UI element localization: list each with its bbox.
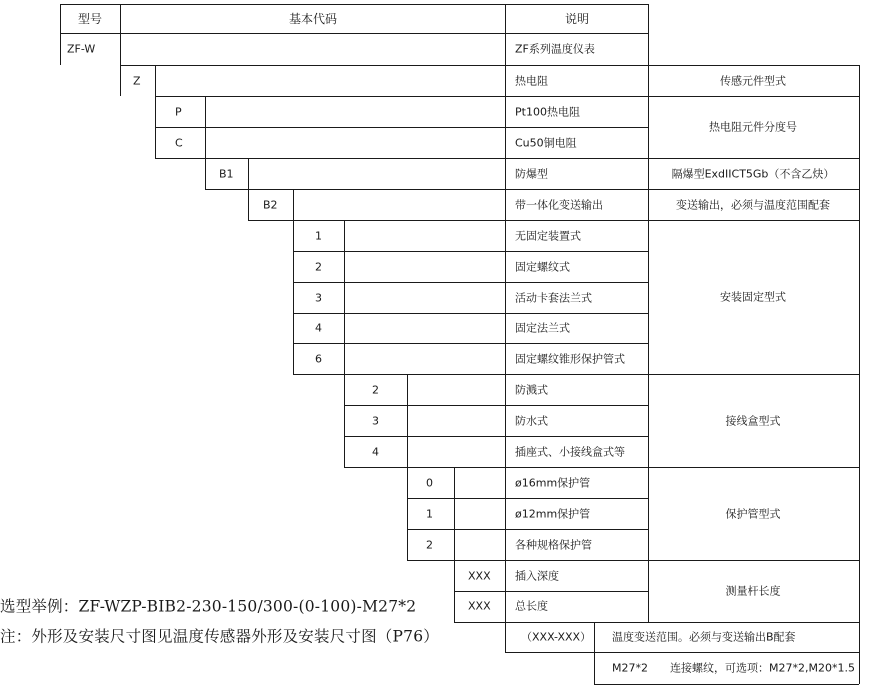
sensor-code: Z bbox=[133, 74, 141, 88]
range-desc: 温度变送范围。必须与变送输出B配套 bbox=[612, 630, 796, 644]
mounting-code: 6 bbox=[315, 352, 322, 366]
mounting-category: 安装固定型式 bbox=[720, 290, 786, 304]
range-code: （XXX-XXX） bbox=[521, 630, 592, 644]
mounting-desc: 固定法兰式 bbox=[515, 321, 570, 335]
grid-line bbox=[248, 220, 859, 221]
junction-code: 4 bbox=[372, 445, 379, 459]
thread-desc: 连接螺纹，可选项：M27*2,M20*1.5 bbox=[670, 661, 855, 675]
grid-line bbox=[344, 436, 648, 437]
junction-code: 2 bbox=[372, 383, 379, 397]
transmitter-code: B2 bbox=[263, 198, 278, 212]
mounting-code: 1 bbox=[315, 229, 322, 243]
mounting-code: 4 bbox=[315, 321, 322, 335]
grid-line bbox=[454, 622, 859, 623]
mounting-code: 2 bbox=[315, 260, 322, 274]
grid-line bbox=[648, 4, 649, 622]
rtd-code: P bbox=[175, 105, 182, 119]
mounting-desc: 无固定装置式 bbox=[515, 229, 581, 243]
grid-line bbox=[594, 684, 859, 685]
grid-line bbox=[248, 158, 249, 220]
grid-line bbox=[120, 4, 121, 96]
grid-line bbox=[454, 467, 455, 622]
junction-code: 3 bbox=[372, 414, 379, 428]
rtd-category: 热电阻元件分度号 bbox=[709, 120, 797, 134]
grid-line bbox=[293, 313, 648, 314]
transmitter-note: 变送输出，必须与温度范围配套 bbox=[676, 198, 830, 212]
explosion-code: B1 bbox=[219, 167, 234, 181]
grid-line bbox=[205, 189, 859, 190]
transmitter-desc: 带一体化变送输出 bbox=[515, 198, 603, 212]
grid-line bbox=[293, 282, 648, 283]
series-code: ZF-W bbox=[67, 42, 96, 56]
grid-line bbox=[293, 189, 294, 374]
junction-desc: 防水式 bbox=[515, 414, 548, 428]
grid-line bbox=[505, 652, 859, 653]
sensor-desc: 热电阻 bbox=[515, 74, 548, 88]
tube-desc: ø16mm保护管 bbox=[515, 476, 591, 490]
grid-line bbox=[155, 65, 156, 158]
grid-line bbox=[155, 127, 648, 128]
tube-desc: 各种规格保护管 bbox=[515, 538, 592, 552]
tube-desc: ø12mm保护管 bbox=[515, 507, 591, 521]
grid-line bbox=[344, 467, 859, 468]
junction-desc: 防溅式 bbox=[515, 383, 548, 397]
grid-line bbox=[293, 343, 648, 344]
junction-category: 接线盒型式 bbox=[725, 414, 781, 428]
grid-line bbox=[60, 4, 61, 65]
grid-line bbox=[60, 4, 648, 5]
grid-line bbox=[859, 65, 860, 684]
model-header: 型号 bbox=[77, 12, 103, 26]
grid-line bbox=[407, 560, 859, 561]
mounting-code: 3 bbox=[315, 291, 322, 305]
rod-desc: 插入深度 bbox=[515, 569, 559, 583]
grid-line bbox=[293, 374, 859, 375]
tube-category: 保护管型式 bbox=[725, 507, 781, 521]
grid-line bbox=[454, 591, 648, 592]
selection-example: 选型举例：ZF-WZP-BIB2-230-150/300-(0-100)-M27*2 bbox=[0, 597, 417, 616]
sensor-category: 传感元件型式 bbox=[720, 74, 786, 88]
tube-code: 2 bbox=[426, 538, 433, 552]
grid-line bbox=[205, 96, 206, 189]
grid-line bbox=[407, 529, 648, 530]
rod-desc: 总长度 bbox=[515, 599, 548, 613]
thread-code: M27*2 bbox=[612, 661, 648, 675]
grid-line bbox=[155, 96, 859, 97]
grid-line bbox=[344, 405, 648, 406]
grid-line bbox=[594, 622, 595, 684]
grid-line bbox=[293, 251, 648, 252]
grid-line bbox=[155, 158, 859, 159]
grid-line bbox=[344, 220, 345, 467]
dimension-note: 注：外形及安装尺寸图见温度传感器外形及安装尺寸图（P76） bbox=[0, 627, 439, 646]
mounting-desc: 活动卡套法兰式 bbox=[515, 291, 592, 305]
grid-line bbox=[120, 65, 859, 66]
junction-desc: 插座式、小接线盒式等 bbox=[515, 445, 625, 459]
tube-code: 1 bbox=[426, 507, 433, 521]
grid-line bbox=[505, 4, 506, 652]
grid-line bbox=[60, 33, 648, 34]
rtd-code: C bbox=[175, 136, 183, 150]
explosion-desc: 防爆型 bbox=[515, 167, 548, 181]
series-desc: ZF系列温度仪表 bbox=[515, 42, 595, 56]
desc-header: 说明 bbox=[564, 12, 590, 26]
rod-category: 测量杆长度 bbox=[725, 584, 781, 598]
grid-line bbox=[407, 374, 408, 560]
rod-code: XXX bbox=[468, 569, 491, 583]
mounting-desc: 固定螺纹式 bbox=[515, 260, 570, 274]
rtd-desc: Cu50铜电阻 bbox=[515, 136, 577, 150]
mounting-desc: 固定螺纹锥形保护管式 bbox=[515, 352, 625, 366]
rtd-desc: Pt100热电阻 bbox=[515, 105, 580, 119]
rod-code: XXX bbox=[468, 599, 491, 613]
grid-line bbox=[407, 498, 648, 499]
code-header: 基本代码 bbox=[288, 12, 338, 26]
tube-code: 0 bbox=[426, 476, 433, 490]
explosion-note: 隔爆型ExdIICT5Gb（不含乙炔） bbox=[671, 167, 835, 181]
